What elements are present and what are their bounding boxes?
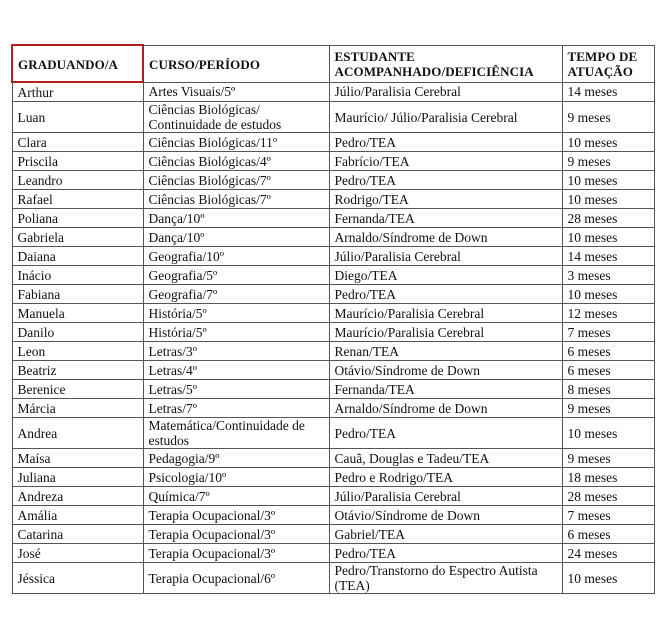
cell-graduando: Poliana <box>12 209 143 228</box>
cell-tempo-atuacao: 10 meses <box>562 418 654 449</box>
table-row <box>12 323 654 342</box>
cell-graduando: Catarina <box>12 525 143 544</box>
cell-graduando: Fabiana <box>12 285 143 304</box>
cell-estudante-deficiencia: Fernanda/TEA <box>329 380 562 399</box>
cell-curso-periodo: Ciências Biológicas/7º <box>143 190 329 209</box>
table-row <box>12 342 654 361</box>
table-row <box>12 190 654 209</box>
table-row <box>12 506 654 525</box>
table-row <box>12 266 654 285</box>
cell-tempo-atuacao: 9 meses <box>562 152 654 171</box>
cell-curso-periodo: Ciências Biológicas/4º <box>143 152 329 171</box>
cell-tempo-atuacao: 3 meses <box>562 266 654 285</box>
cell-curso-periodo: Terapia Ocupacional/3º <box>143 544 329 563</box>
cell-curso-periodo: Letras/4º <box>143 361 329 380</box>
cell-estudante-deficiencia: Júlio/Paralisia Cerebral <box>329 82 562 102</box>
cell-tempo-atuacao: 6 meses <box>562 361 654 380</box>
cell-tempo-atuacao: 28 meses <box>562 487 654 506</box>
cell-estudante-deficiencia: Diego/TEA <box>329 266 562 285</box>
cell-curso-periodo: Ciências Biológicas/ Continuidade de estudos <box>143 102 329 133</box>
cell-curso-periodo: Terapia Ocupacional/6º <box>143 563 329 594</box>
cell-curso-periodo: Letras/3º <box>143 342 329 361</box>
cell-curso-periodo: Dança/10º <box>143 209 329 228</box>
cell-graduando: Daiana <box>12 247 143 266</box>
cell-estudante-deficiencia: Pedro/TEA <box>329 285 562 304</box>
cell-graduando: Gabriela <box>12 228 143 247</box>
cell-curso-periodo: História/5º <box>143 304 329 323</box>
table-body <box>12 82 654 594</box>
table-row <box>12 361 654 380</box>
cell-curso-periodo: Terapia Ocupacional/3º <box>143 506 329 525</box>
cell-estudante-deficiencia: Rodrigo/TEA <box>329 190 562 209</box>
table-row <box>12 171 654 190</box>
cell-tempo-atuacao: 10 meses <box>562 228 654 247</box>
cell-curso-periodo: Química/7º <box>143 487 329 506</box>
cell-estudante-deficiencia: Renan/TEA <box>329 342 562 361</box>
cell-estudante-deficiencia: Pedro/TEA <box>329 171 562 190</box>
cell-estudante-deficiencia: Pedro e Rodrigo/TEA <box>329 468 562 487</box>
table-row <box>12 82 654 102</box>
cell-tempo-atuacao: 14 meses <box>562 82 654 102</box>
cell-curso-periodo: Ciências Biológicas/11º <box>143 133 329 152</box>
cell-graduando: Inácio <box>12 266 143 285</box>
cell-tempo-atuacao: 28 meses <box>562 209 654 228</box>
table-row <box>12 449 654 468</box>
cell-tempo-atuacao: 24 meses <box>562 544 654 563</box>
cell-graduando: Jéssica <box>12 563 143 594</box>
cell-tempo-atuacao: 12 meses <box>562 304 654 323</box>
cell-curso-periodo: Matemática/Continuidade de estudos <box>143 418 329 449</box>
cell-tempo-atuacao: 10 meses <box>562 133 654 152</box>
cell-tempo-atuacao: 18 meses <box>562 468 654 487</box>
cell-estudante-deficiencia: Gabriel/TEA <box>329 525 562 544</box>
cell-estudante-deficiencia: Arnaldo/Síndrome de Down <box>329 228 562 247</box>
table-row <box>12 304 654 323</box>
cell-tempo-atuacao: 7 meses <box>562 323 654 342</box>
cell-tempo-atuacao: 10 meses <box>562 190 654 209</box>
cell-tempo-atuacao: 10 meses <box>562 563 654 594</box>
cell-graduando: Luan <box>12 102 143 133</box>
cell-graduando: Andrea <box>12 418 143 449</box>
cell-tempo-atuacao: 9 meses <box>562 102 654 133</box>
cell-graduando: Leandro <box>12 171 143 190</box>
cell-graduando: Priscila <box>12 152 143 171</box>
cell-estudante-deficiencia: Maurício/Paralisia Cerebral <box>329 304 562 323</box>
cell-tempo-atuacao: 7 meses <box>562 506 654 525</box>
table-row <box>12 563 654 594</box>
cell-graduando: Arthur <box>12 82 143 102</box>
cell-curso-periodo: Letras/5º <box>143 380 329 399</box>
cell-tempo-atuacao: 10 meses <box>562 171 654 190</box>
cell-tempo-atuacao: 10 meses <box>562 285 654 304</box>
cell-curso-periodo: Geografia/5º <box>143 266 329 285</box>
table-row <box>12 209 654 228</box>
cell-estudante-deficiencia: Pedro/Transtorno do Espectro Autista (TEA) <box>329 563 562 594</box>
table-row <box>12 487 654 506</box>
graduates-table <box>11 44 655 594</box>
cell-estudante-deficiencia: Júlio/Paralisia Cerebral <box>329 247 562 266</box>
cell-graduando: Berenice <box>12 380 143 399</box>
table-row <box>12 228 654 247</box>
table-row <box>12 544 654 563</box>
cell-tempo-atuacao: 9 meses <box>562 399 654 418</box>
cell-graduando: Danilo <box>12 323 143 342</box>
cell-curso-periodo: Ciências Biológicas/7º <box>143 171 329 190</box>
header-row <box>12 45 654 82</box>
cell-graduando: Amália <box>12 506 143 525</box>
cell-curso-periodo: Pedagogia/9º <box>143 449 329 468</box>
cell-curso-periodo: Psicologia/10º <box>143 468 329 487</box>
table-row <box>12 133 654 152</box>
cell-graduando: Manuela <box>12 304 143 323</box>
cell-tempo-atuacao: 6 meses <box>562 525 654 544</box>
table-row <box>12 525 654 544</box>
table-row <box>12 152 654 171</box>
cell-estudante-deficiencia: Cauã, Douglas e Tadeu/TEA <box>329 449 562 468</box>
cell-estudante-deficiencia: Arnaldo/Síndrome de Down <box>329 399 562 418</box>
cell-graduando: Leon <box>12 342 143 361</box>
header-graduando: GRADUANDO/A <box>12 45 143 82</box>
cell-estudante-deficiencia: Otávio/Síndrome de Down <box>329 361 562 380</box>
cell-tempo-atuacao: 14 meses <box>562 247 654 266</box>
cell-estudante-deficiencia: Maurício/Paralisia Cerebral <box>329 323 562 342</box>
header-estudante-deficiencia: ESTUDANTE ACOMPANHADO/DEFICIÊNCIA <box>329 45 562 82</box>
cell-graduando: Márcia <box>12 399 143 418</box>
header-curso-periodo: CURSO/PERÍODO <box>143 45 329 82</box>
cell-estudante-deficiencia: Pedro/TEA <box>329 544 562 563</box>
table-row <box>12 399 654 418</box>
cell-tempo-atuacao: 6 meses <box>562 342 654 361</box>
cell-tempo-atuacao: 9 meses <box>562 449 654 468</box>
cell-tempo-atuacao: 8 meses <box>562 380 654 399</box>
cell-curso-periodo: Artes Visuais/5º <box>143 82 329 102</box>
cell-curso-periodo: Geografia/7º <box>143 285 329 304</box>
header-tempo-atuacao: TEMPO DE ATUAÇÃO <box>562 45 654 82</box>
cell-estudante-deficiencia: Fabrício/TEA <box>329 152 562 171</box>
table-row <box>12 380 654 399</box>
cell-graduando: Beatriz <box>12 361 143 380</box>
cell-graduando: Andreza <box>12 487 143 506</box>
cell-estudante-deficiencia: Pedro/TEA <box>329 133 562 152</box>
cell-estudante-deficiencia: Maurício/ Júlio/Paralisia Cerebral <box>329 102 562 133</box>
cell-curso-periodo: Letras/7º <box>143 399 329 418</box>
table-row <box>12 285 654 304</box>
cell-estudante-deficiencia: Otávio/Síndrome de Down <box>329 506 562 525</box>
cell-graduando: José <box>12 544 143 563</box>
cell-graduando: Rafael <box>12 190 143 209</box>
cell-curso-periodo: Dança/10º <box>143 228 329 247</box>
cell-graduando: Clara <box>12 133 143 152</box>
cell-estudante-deficiencia: Júlio/Paralisia Cerebral <box>329 487 562 506</box>
table-row <box>12 102 654 133</box>
cell-curso-periodo: Geografia/10º <box>143 247 329 266</box>
cell-graduando: Maísa <box>12 449 143 468</box>
cell-graduando: Juliana <box>12 468 143 487</box>
cell-curso-periodo: Terapia Ocupacional/3º <box>143 525 329 544</box>
cell-estudante-deficiencia: Pedro/TEA <box>329 418 562 449</box>
table-row <box>12 247 654 266</box>
table-row <box>12 418 654 449</box>
cell-estudante-deficiencia: Fernanda/TEA <box>329 209 562 228</box>
table-row <box>12 468 654 487</box>
cell-curso-periodo: História/5º <box>143 323 329 342</box>
